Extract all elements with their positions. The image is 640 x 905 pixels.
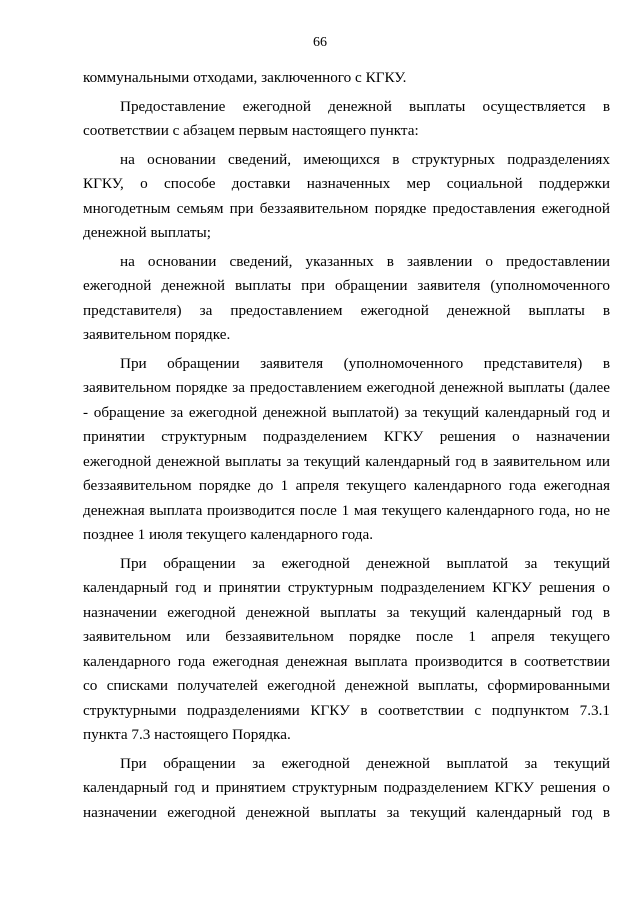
text-line: позднее 1 июля текущего календарного года.: [83, 526, 374, 543]
text-line: соответствии с абзацем первым настоящего пункта:: [83, 122, 419, 139]
text-line: беззаявительном порядке до 1 апреля текущего календарного года ежегодная: [83, 477, 610, 494]
text-line: При обращении заявителя (уполномоченного представителя) в: [120, 354, 610, 372]
text-line: заявительном порядке за предоставлением ежегодной денежной выплаты (далее: [83, 379, 610, 396]
text-line: При обращении за ежегодной денежной выплатой за текущий: [120, 554, 610, 572]
text-line: представителя) за предоставлением ежегодной денежной выплаты в: [83, 301, 610, 319]
text-line: КГКУ, о способе доставки назначенных мер социальной поддержки: [83, 175, 610, 192]
text-line: заявительном или беззаявительном порядке после 1 апреля текущего: [83, 628, 610, 645]
text-line: пункта 7.3 настоящего Порядка.: [83, 726, 291, 743]
text-line: на основании сведений, имеющихся в структурных подразделениях: [120, 150, 610, 168]
text-line: При обращении за ежегодной денежной выплатой за текущий: [120, 754, 610, 772]
page-number: 66: [313, 35, 327, 50]
text-line: ежегодной денежной выплаты за текущий календарный год в заявительном или: [83, 452, 610, 470]
text-line: денежная выплата производится после 1 мая текущего календарного года, но не: [83, 501, 610, 519]
text-line: многодетным семьям при беззаявительном порядке предоставления ежегодной: [83, 199, 610, 217]
text-line: коммунальными отходами, заключенного с КГКУ.: [83, 69, 407, 86]
text-line: на основании сведений, указанных в заявлении о предоставлении: [120, 252, 610, 270]
text-line: денежной выплаты;: [83, 224, 211, 241]
text-line: - обращение за ежегодной денежной выплатой) за текущий календарный год и: [83, 403, 610, 421]
text-line: назначении ежегодной денежной выплаты за текущий календарный год в: [83, 603, 610, 621]
text-line: со списками получателей ежегодной денежной выплаты, сформированными: [83, 677, 610, 694]
text-line: заявительном порядке.: [83, 326, 231, 343]
text-line: структурными подразделениями КГКУ в соответствии с подпунктом 7.3.1: [83, 701, 610, 719]
text-line: календарного года ежегодная денежная выплата производится в соответствии: [83, 652, 610, 670]
text-line: календарный год и принятии структурным подразделением КГКУ решения о: [83, 579, 610, 596]
document-body: [83, 66, 610, 825]
text-line: ежегодной денежной выплаты при обращении заявителя (уполномоченного: [83, 277, 610, 294]
text-line: Предоставление ежегодной денежной выплаты осуществляется в: [120, 97, 610, 115]
text-line: принятии структурным подразделением КГКУ решения о назначении: [83, 428, 610, 445]
text-line: назначении ежегодной денежной выплаты за текущий календарный год в: [83, 803, 610, 821]
text-line: календарный год и принятием структурным подразделением КГКУ решения о: [83, 779, 610, 796]
